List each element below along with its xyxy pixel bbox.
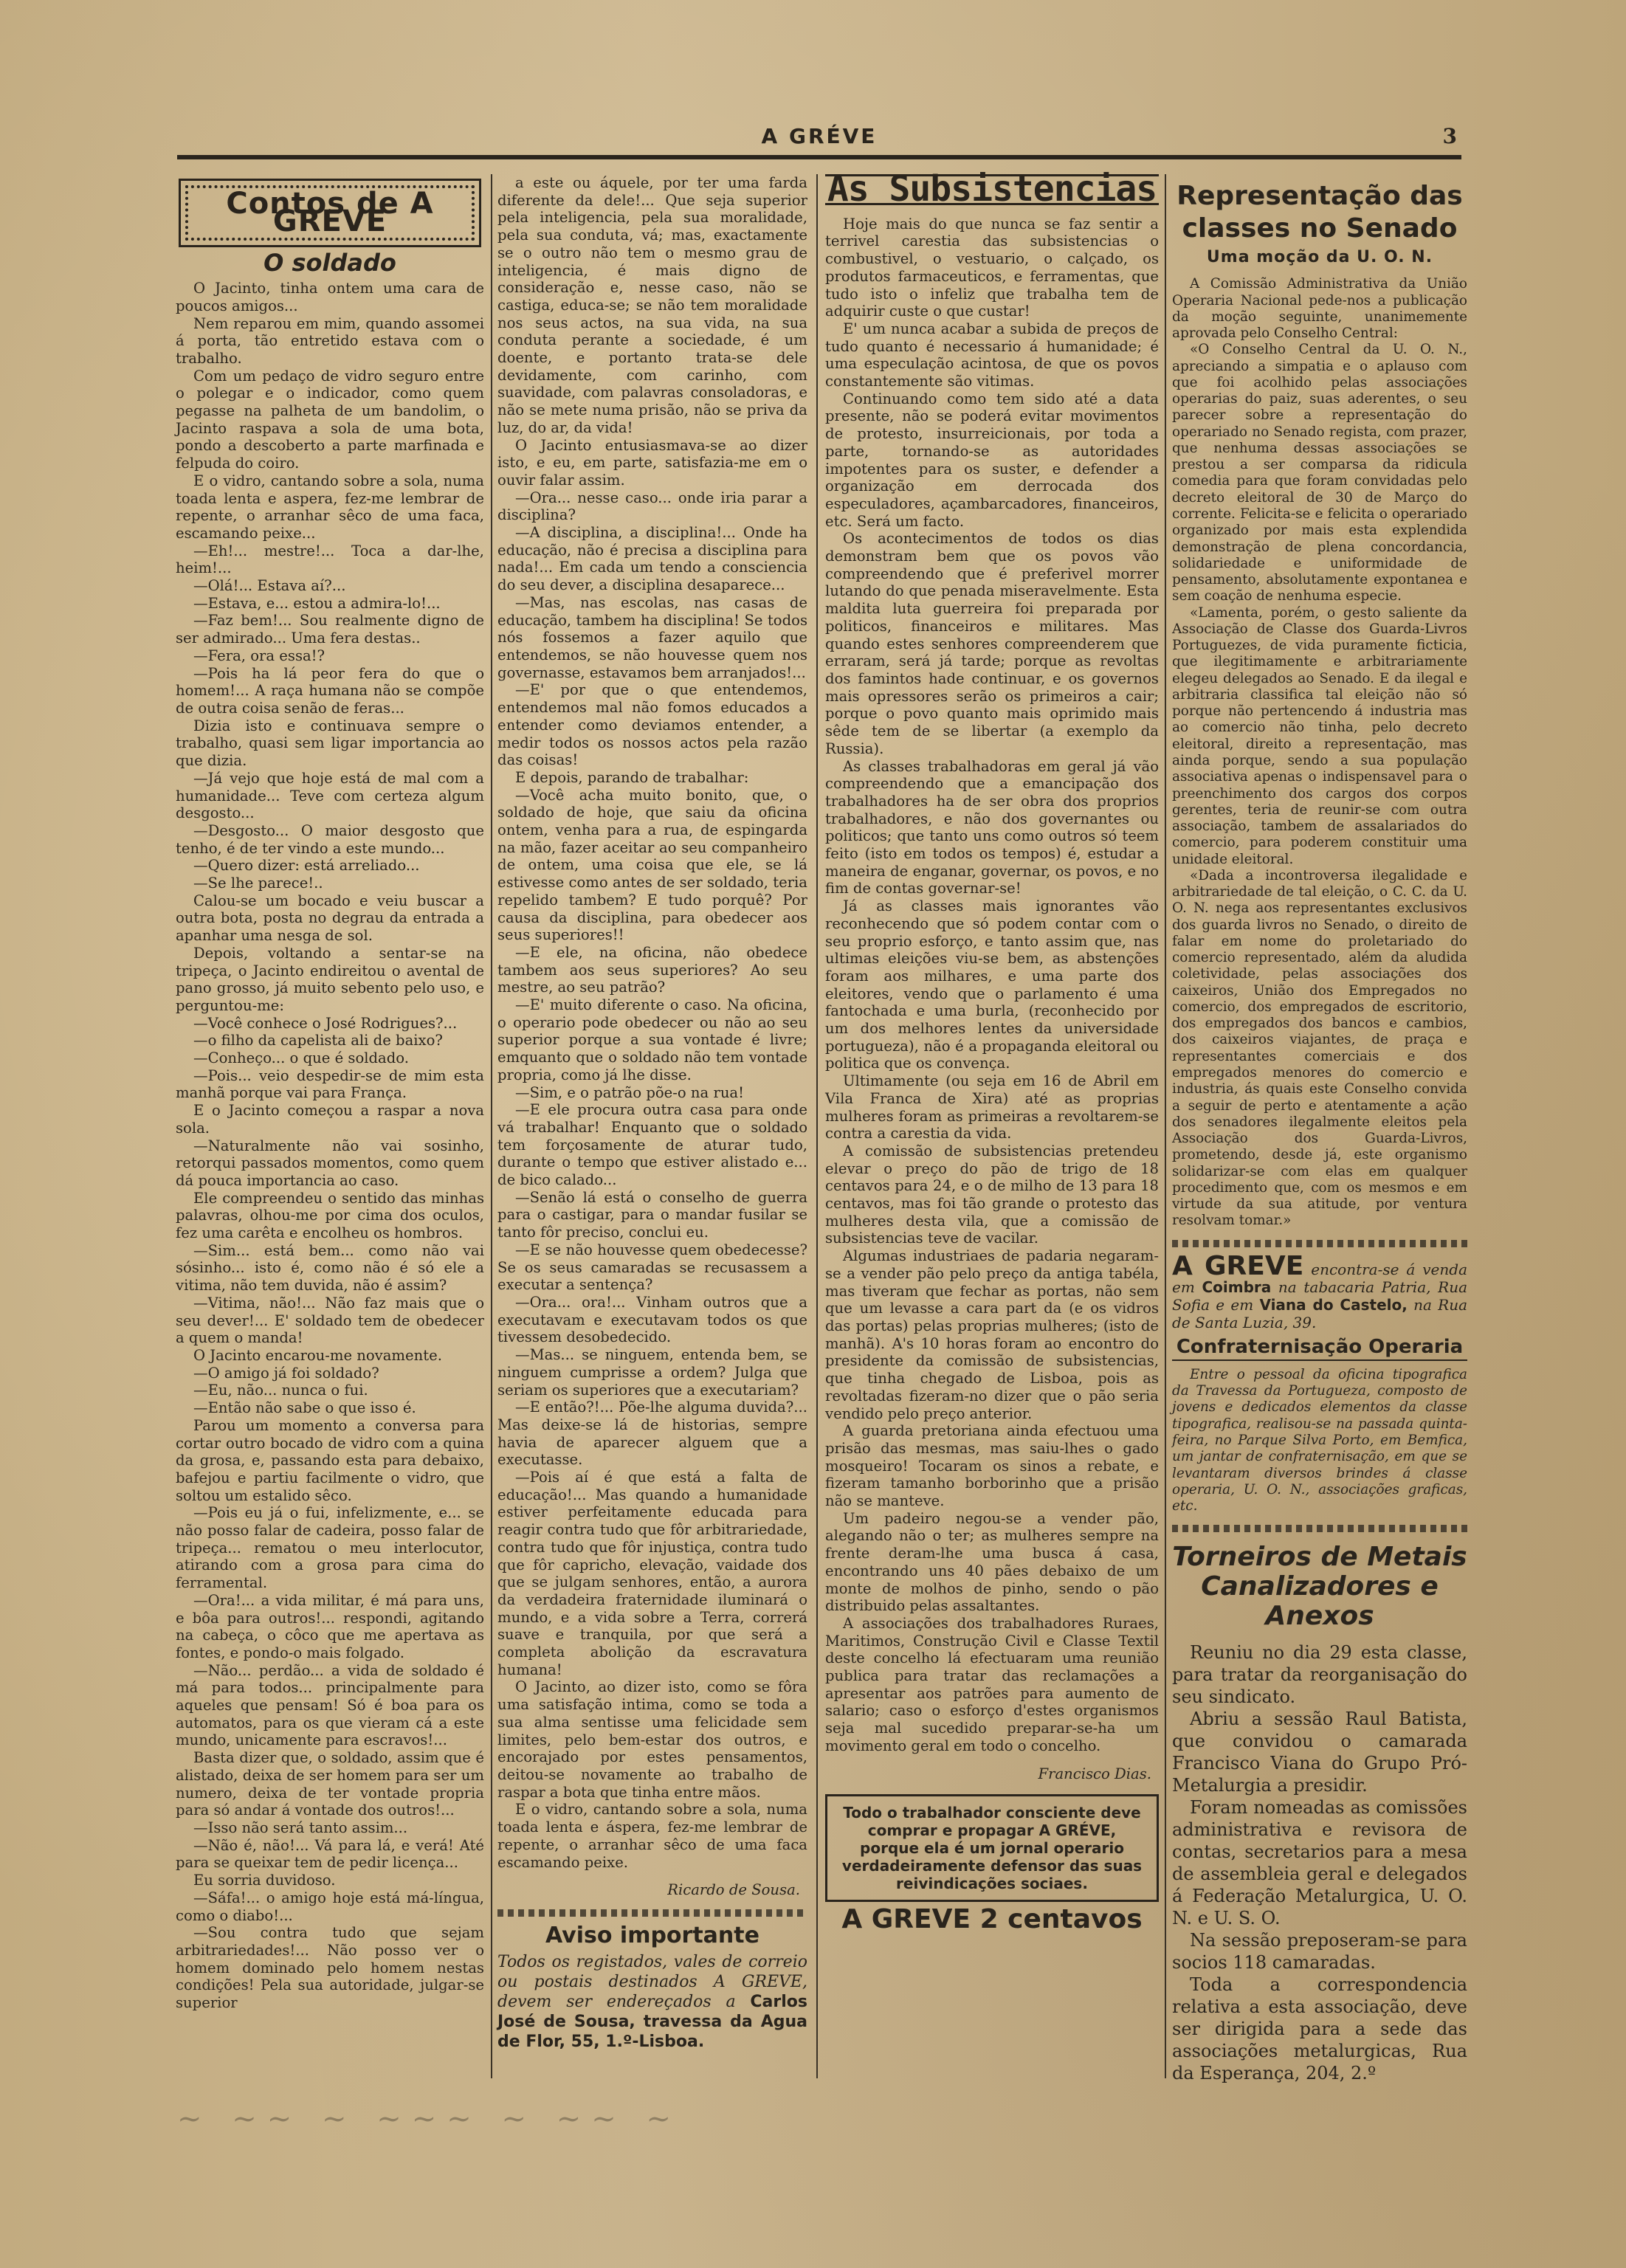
paragraph: Calou-se um bocado e veiu buscar a outra bota, posta no degrau da entrada a apanhar uma nesga de sol. [176, 892, 484, 945]
story-title: O soldado [263, 249, 396, 278]
paragraph: Toda a correspondencia relativa a esta associação, deve ser dirigida para a sede das associações metalurgicas, Rua da Esperança, 204, 2.º [1172, 1974, 1467, 2084]
confraternisacao-title: Confraternisação Operaria [1172, 1339, 1467, 1361]
senado-subtitle: Uma moção da U. O. N. [1206, 248, 1433, 266]
paragraph: —Pois ha lá peor fera do que o homem!... A raça humana não se compõe de outra coisa senão de feras... [176, 664, 484, 717]
senado-body [1172, 276, 1467, 1229]
paragraph: Já as classes mais ignorantes vão reconhecendo que só podem contar com o seu proprio esforço, e tanto assim que, nas ultimas eleições viu-se bem, as abstenções foram aos milhares, e uma parte dos eleitores, vendo que o parlamento é uma fantochada e uma burla, (reconhecido por um dos melhores lentes da universidade portugueza), não é a propaganda eleitoral ou politica que os convença. [825, 897, 1159, 1072]
paragraph: Reuniu no dia 29 esta classe, para tratar da reorganisação do seu sindicato. [1172, 1642, 1467, 1708]
paragraph: —O amigo já foi soldado? [193, 1364, 379, 1382]
paragraph: O Jacinto, tinha ontem uma cara de poucos amigos... [176, 280, 484, 314]
paragraph: —Sou contra tudo que sejam arbitrariedades!... Não posso ver o homem dominado pelo homem nestas condições! Pela sua autoridade, julgar-se superior [176, 1924, 484, 2012]
paragraph: —Fera, ora essa!? [193, 647, 325, 664]
paragraph: O Jacinto, ao dizer isto, como se fôra uma satisfação intima, como se toda a sua alma sentisse uma felicidade sem limites, pelo bem-estar dos outros, e encorajado por estes pensamentos, deitou-se novamente ao trabalho de raspar a bota que tinha entre mãos. [497, 1678, 807, 1801]
greve-ad-text1: encontra-se á venda em [1172, 1260, 1467, 1296]
column-divider [816, 174, 818, 2078]
paragraph: —Estava, e... estou a admira-lo!... [193, 594, 441, 612]
paragraph: E depois, parando de trabalhar: [515, 768, 749, 786]
price-banner: A GREVE 2 centavos [841, 1904, 1143, 1935]
paragraph: Nem reparou em mim, quando assomei á porta, tão entretido estava com o trabalho. [176, 314, 484, 367]
paragraph: —Ora... ora!... Vinham outros que a executavam e executavam todos os que tivessem desobedecido. [497, 1294, 807, 1346]
greve-sales-notice [1172, 1250, 1468, 1331]
paragraph: —Não... perdão... a vida de soldado é má para todos... principalmente para aqueles que pensam! Só é boa para os automatos, para os que vieram cá a este mundo, unicamente para escravos!... [176, 1661, 484, 1749]
newspaper-title: A GRÉVE [761, 124, 878, 148]
column-divider [491, 174, 492, 2078]
story-signature: Ricardo de Sousa. [667, 1881, 800, 1899]
paragraph: —Vitima, não!... Não faz mais que o seu dever!... E' soldado tem de obedecer a quem o manda! [176, 1294, 484, 1347]
story-continued-body [497, 174, 807, 1871]
greve-ad-text3: na Rua de Santa Luzia, 39. [1172, 1295, 1468, 1331]
paragraph: —Mas, nas escolas, nas casas de educação, tambem ha disciplina! Se todos nós fossemos a fazer aquilo que entendemos, se não houvesse quem nos governasse, estavamos bem arranjados!... [497, 593, 807, 681]
paragraph: E' um nunca acabar a subida de preços de tudo quanto é necessario á humanidade; é uma especulação acintosa, de que os povos constantemente são vitimas. [825, 320, 1159, 390]
ornament-divider [1172, 1240, 1467, 1247]
paragraph: E o Jacinto começou a raspar a nova sola. [176, 1102, 484, 1137]
paragraph: Um padeiro negou-se a vender pão, alegando não o ter; as mulheres sempre na frente deram-lhe uma busca á casa, encontrando uns 40 pães debaixo de um monte de molhos de pinho, sendo o pão distribuido pelas assaltantes. [825, 1509, 1159, 1615]
paragraph: —E se não houvesse quem obedecesse? Se os seus camaradas se recusassem a executar a sentença? [497, 1241, 807, 1294]
paragraph: —Ora... nesse caso... onde iria parar a disciplina? [497, 489, 807, 524]
paragraph: Basta dizer que, o soldado, assim que é alistado, deixa de ser homem para ser um numero, deixa de ter vontade propria para só andar á vontade dos outros!... [176, 1749, 484, 1819]
paragraph: —Sáfa!... o amigo hoje está má-língua, como o diabo!... [176, 1889, 484, 1924]
paragraph: —Não é, não!... Vá para lá, e verá! Até para se queixar tem de pedir licença... [176, 1836, 484, 1872]
paragraph: Os acontecimentos de todos os dias demonstram bem que os povos vão compreendendo que é preferivel morrer lutando do que penada miseravelmente. Esta maldita luta guerreira foi preparada por politicos, financeiros e militares. Mas quando estes senhores compreenderem que erraram, será já tarde; porque as revoltas dos famintos hade continuar, e os governos mais opressores serão os primeiros a cair; porque o povo quanto mais oprimido mais sêde tem de se libertar (a exemplo da Russia). [825, 530, 1159, 757]
paragraph: —A disciplina, a disciplina!... Onde ha educação, não é precisa a disciplina para nada!... Em cada um tendo a consciencia do seu dever, a disciplina desaparece... [497, 524, 807, 594]
paragraph: O Jacinto entusiasmava-se ao dizer isto, e eu, em parte, satisfazia-me em o ouvir falar assim. [497, 436, 807, 489]
handwriting-marks: ~ ~~ ~ ~~~ ~ ~~ ~ [177, 2102, 681, 2136]
ornament-divider [1172, 1525, 1467, 1532]
paragraph: E o vidro, cantando sobre a sola, numa toada lenta e áspera, fez-me lembrar de repente, o arranhar sêco de uma faca escamando peixe. [497, 1801, 807, 1871]
paragraph: —Você conhece o José Rodrigues?... [193, 1014, 458, 1032]
column-story-continued [497, 174, 807, 2052]
paragraph: —E' por que o que entendemos, entendemos mal não fomos educados a entender como deviamos entender, a medir todos os nossos actos pela razão das coisas! [497, 681, 807, 769]
paragraph: —Se lhe parece!.. [193, 875, 323, 892]
page-header [177, 124, 1461, 159]
page-number: 3 [1442, 124, 1457, 148]
paragraph: A associações dos trabalhadores Ruraes, Maritimos, Construção Civil e Classe Textil deste concelho lá efectuaram uma reunião publica para tratar das reclamações a apresentar aos patrões para aumento de salario; caso o esforço d'estes organismos seja mal sucedido preparar-se-ha um movimento geral em todo o concelho. [825, 1614, 1159, 1754]
paragraph: —Eu, não... nunca o fui. [193, 1382, 368, 1399]
column-divider [1165, 174, 1166, 2078]
paragraph: —Eh!... mestre!... Toca a dar-lhe, heim!... [176, 542, 484, 577]
paragraph: —E' muito diferente o caso. Na oficina, o operario pode obedecer ou não ao seu superior porque a sua vontade é livre; emquanto que o soldado não tem vontade propria, como já lhe disse. [497, 996, 807, 1083]
paragraph: —o filho da capelista ali de baixo? [193, 1032, 443, 1049]
paragraph: —Pois... veio despedir-se de mim esta manhã porque vai para França. [176, 1066, 484, 1102]
aviso-text [497, 1952, 807, 2052]
paragraph: —Mas... se ninguem, entenda bem, se ninguem cumprisse a ordem? Julga que seriam os superiores que a executariam? [497, 1346, 807, 1399]
paragraph: «O Conselho Central da U. O. N., apreciando a simpatia e o aplauso com que foi acolhido pelas associações operarias do paiz, suas aderentes, o seu parecer sobre a representação do operariado no Senado regista, com prazer, que nenhuma dessas associações se prestou a ser comparsa da ridicula comedia para que foram convidadas pelo decreto eleitoral de 30 de Março do corrente. Felicita-se e felicita o operariado organizado por mais esta explendida demonstração de plena concordancia, solidariedade e uniformidade de pensamento, absolutamente expontanea e sem coação de nenhuma especie. [1172, 342, 1467, 604]
paragraph: —Desgosto... O maior desgosto que tenho, é de ter vindo a este mundo... [176, 821, 484, 857]
paragraph: —Pois eu já o fui, infelizmente, e... se não posso falar de cadeira, posso falar de tripeça... rematou o meu interlocutor, atirando com a grosa para cima do ferramental. [176, 1504, 484, 1592]
paragraph: As classes trabalhadoras em geral já vão compreendendo que a emancipação dos trabalhadores ha de ser obra dos proprios trabalhadores, e não dos governantes ou politicos; que tanto uns como outros só teem feito (isto em todos os tempos) é, estudar a maneira de enganar, governar, os povos, e no fim de contas governar-se! [825, 757, 1159, 897]
column-contos [176, 174, 484, 2012]
paragraph: —Sim... está bem... como não vai sósinho... isto é, como não é só ele a vitima, não tem duvida, não é assim? [176, 1241, 484, 1295]
worker-notice-box: Todo o trabalhador consciente deve comprar e propagar A GRÉVE, porque ela é um jornal operario verdadeiramente defensor das suas reivindicações sociaes. [825, 1794, 1159, 1902]
contos-title-text: Contos de A GREVE [185, 185, 475, 241]
paragraph: —Você acha muito bonito, que, o soldado de hoje, que saiu da oficina ontem, venha para a rua, de espingarda na mão, fazer aceitar ao seu companheiro de ontem, uma coisa que ele, se lá estivesse como antes de ser soldado, teria repelido tambem? E tudo porquê? Por causa da disciplina, para obedecer aos seus superiores!! [497, 786, 807, 944]
subsistencias-signature: Francisco Dias. [1038, 1765, 1151, 1782]
paragraph: E o vidro, cantando sobre a sola, numa toada lenta e aspera, fez-me lembrar de repente, o arranhar sêco de uma faca, escamando peixe... [176, 472, 484, 542]
greve-ad-name: A GREVE [1172, 1250, 1304, 1281]
greve-ad-city1: Coimbra [1202, 1278, 1272, 1296]
paragraph: —E ele, na oficina, não obedece tambem aos seus superiores? Ao seu mestre, ao seu patrão? [497, 943, 807, 996]
paragraph: Ele compreendeu o sentido das minhas palavras, olhou-me por cima dos oculos, fez uma carêta e encolheu os hombros. [176, 1189, 484, 1242]
senado-title: Representação das classes no Senado [1177, 181, 1463, 244]
paragraph: O Jacinto encarou-me novamente. [193, 1347, 442, 1364]
greve-ad-text2: na tabacaria Patria, Rua Sofia e em [1172, 1278, 1467, 1314]
paragraph: —E então?!... Põe-lhe alguma duvida?... Mas deixe-se lá de historias, sempre havia de aparecer alguem que a executasse. [497, 1399, 807, 1469]
paragraph: a este ou áquele, por ter uma farda diferente da dele!... Que seja superior pela inteligencia, pela sua moralidade, pela sua conduta, vá; mas, exactamente se o outro não tem o mesmo grau de inteligencia, é mais digno de consideração e, nesse caso, não se castiga, educa-se; se não tem moralidade nos seus actos, na sua vida, na sua conduta perante a sociedade, é um doente, e portanto trata-se dele devidamente, com carinho, com suavidade, com palavras consoladoras, e não se mete numa prisão, não se priva da luz, do ar, da vida! [497, 174, 807, 436]
ornament-divider [497, 1909, 807, 1917]
torneiros-body [1172, 1641, 1467, 2084]
paragraph: Continuando como tem sido até a data presente, não se poderá evitar movimentos de protesto, insurreicionais, por toda a parte, tornando-se as autoridades impotentes para os suster, e defender a organização em derrocada dos especuladores, açambarcadores, financeiros, etc. Será um facto. [825, 390, 1159, 530]
paragraph: Com um pedaço de vidro seguro entre o polegar e o indicador, como quem pegasse na palheta de um bandolim, o Jacinto raspava a sola de uma bota, pondo a descoberto a parte marfinada e felpuda do coiro. [176, 367, 484, 472]
paragraph: —Pois aí é que está a falta de educação!... Mas quando a humanidade estiver perfeitamente educada para reagir contra tudo que fôr arbitrariedade, contra tudo que fôr injustiça, contra tudo que fôr capricho, elevação, vaidade dos que se julgam senhores, então, a aurora da verdadeira fraternidade iluminará o mundo, e a vida sobre a Terra, correrá suave e tranquila, por que será a completa abolição da escravatura humana! [497, 1469, 807, 1678]
paragraph: «Lamenta, porém, o gesto saliente da Associação de Classe dos Guarda-Livros Portuguezes, de vida puramente ficticia, que ilegitimamente e arbitrariamente elegeu delegados ao Senado. E da ilegal e arbitraria classifica tal eleição não só porque não pertencendo á industria mas ao comercio não tinha, pelo decreto eleitoral, direito a representação, mas ainda porque, sendo a sua população associativa apenas o indispensavel para o preenchimento dos cargos dos corpos gerentes, teria de reunir-se com outra associação, tambem de assalariados do comercio, para poderem constituir uma unidade eleitoral. [1172, 604, 1467, 867]
greve-ad-city2: Viana do Castelo, [1259, 1295, 1408, 1314]
paragraph: A comissão de subsistencias pretendeu elevar o preço do pão de trigo de 18 centavos para 24, e o de milho de 13 para 18 centavos, mas foi tão grande o protesto das mulheres desta vila, que a comissão de subsistencias teve de vacilar. [825, 1142, 1159, 1247]
paragraph: Na sessão preposeram-se para socios 118 camaradas. [1172, 1930, 1467, 1974]
paragraph: «Dada a incontroversa ilegalidade e arbitrariedade de tal eleição, o C. C. da U. O. N. nega aos representantes exclusivos dos guarda livros no Senado, o direito de falar em nome do proletariado do comercio representado, além da aludida coletividade, pelas associações dos caixeiros, União dos Empregados no comercio, dos empregados de escritorio, dos empregados dos bancos e cambios, dos caixeiros viajantes, de praça e representantes comerciais e dos empregados menores do comercio e industria, ás quais este Conselho convida a seguir de perto e atentamente a ação dos senadores ilegalmente eleitos pela Associação dos Guarda-Livros, prometendo, desde já, este organismo solidarizar-se com elas em qualquer procedimento que, com os mesmos e em virtude da sua atitude, por ventura resolvam tomar.» [1172, 867, 1467, 1229]
torneiros-title: Torneiros de Metais Canalizadores e Anexos [1172, 1542, 1467, 1632]
paragraph: —Então não sabe o que isso é. [193, 1399, 416, 1417]
paragraph: —Naturalmente não vai sosinho, retorqui passados momentos, como quem dá pouca importancia ao caso. [176, 1137, 484, 1189]
paragraph: —Já vejo que hoje está de mal com a humanidade... Teve com certeza algum desgosto... [176, 769, 484, 822]
paragraph: Algumas industriaes de padaria negaram-se a vender pão pelo preço da antiga tabéla, mas tiveram que fechar as portas, não sem que um levasse a cara part da (e os vidros das portas) pelas proprias mulheres; (isto de manhã). A's 10 horas foram ao encontro do presidente da comissão de subsistencias, que tinha chegado de Lisboa, pois as revoltadas fizeram-no dizer que o pão seria vendido pelo preço anterior. [825, 1247, 1159, 1422]
paragraph: Eu sorria duvidoso. [193, 1872, 336, 1889]
paragraph: Ultimamente (ou seja em 16 de Abril em Vila Franca de Xira) até as proprias mulheres foram as primeiras a revoltarem-se contra a carestia da vida. [825, 1072, 1159, 1142]
column-subsistencias [825, 168, 1159, 1935]
aviso-body: Todos os registados, vales de correio ou postais destinados A GREVE, devem ser endereçados a [497, 1952, 807, 2011]
paragraph: Parou um momento a conversa para cortar outro bocado de vidro com a quina da grosa, e, passando esta para debaixo, bafejou e partiu facilmente o vidro, que soltou um estalido sêco. [176, 1416, 484, 1504]
column-senado [1172, 174, 1467, 2084]
paragraph: —E ele procura outra casa para onde vá trabalhar! Enquanto que o soldado tem forçosamente de aturar tudo, durante o tempo que estiver alistado e... de bico calado... [497, 1101, 807, 1189]
paragraph: A Comissão Administrativa da União Operaria Nacional pede-nos a publicação da moção seguinte, unanimemente aprovada pelo Conselho Central: [1172, 276, 1467, 342]
paragraph: —Isso não será tanto assim... [193, 1819, 408, 1836]
paragraph: Hoje mais do que nunca se faz sentir a terrivel carestia das subsistencias o combustivel, o vestuario, o calçado, os produtos farmaceuticos, e ferramentas, que tudo isto o infeliz que trabalha tem de adquirir custe o que custar! [825, 215, 1159, 320]
paragraph: —Faz bem!... Sou realmente digno de ser admirado... Uma fera destas.. [176, 612, 484, 647]
subsistencias-body [825, 216, 1159, 1755]
paragraph: —Conheço... o que é soldado. [193, 1049, 409, 1067]
story-body [176, 280, 484, 2012]
paragraph: A guarda pretoriana ainda efectuou uma prisão das mesmas, mas saiu-lhes o gado mosqueiro! Tocaram os sinos a rebate, e fizeram tamanho borborinho que a prisão não se manteve. [825, 1422, 1159, 1510]
paragraph: —Ora!... a vida militar, é má para uns, e bôa para outros!... respondi, agitando na cabeça, o côco que me apertava as fontes, e pondo-o mais folgado. [176, 1591, 484, 1661]
subsistencias-title: As Subsistencias [825, 174, 1159, 205]
paragraph: Foram nomeadas as comissões administrativa e revisora de contas, secretarios para a mesa de assembleia geral e delegados á Federação Metalurgica, U. O. N. e U. S. O. [1172, 1797, 1467, 1929]
paragraph: —Sim, e o patrão põe-o na rua! [515, 1083, 744, 1101]
paragraph: Dizia isto e continuava sempre o trabalho, quasi sem ligar importancia ao que dizia. [176, 717, 484, 770]
contos-box-title [179, 179, 481, 247]
paragraph: —Quero dizer: está arreliado... [193, 857, 420, 875]
confraternisacao-text: Entre o pessoal da oficina tipografica da Travessa da Portugueza, composto de jovens e dedicados elementos da classe tipografica, realisou-se na passada quinta-feira, no Parque Silva Porto, em Bemfica, um jantar de confraternisação, em que se levantaram diversos brindes á classe operaria, U. O. N., associações graficas, etc. [1172, 1366, 1467, 1514]
paragraph: Depois, voltando a sentar-se na tripeça, o Jacinto endireitou o avental de pano grosso, já muito sebento pelo uso, e perguntou-me: [176, 944, 484, 1014]
paragraph: Abriu a sessão Raul Batista, que convidou o camarada Francisco Viana do Grupo Pró-Metalurgia a presidir. [1172, 1709, 1467, 1796]
aviso-title: Aviso importante [545, 1922, 759, 1948]
aviso-address: Carlos José de Sousa, travessa da Agua de Flor, 55, 1.º-Lisboa. [497, 1992, 807, 2051]
header-rule [177, 155, 1461, 159]
paragraph: —Olá!... Estava aí?... [193, 577, 346, 595]
paragraph: —Senão lá está o conselho de guerra para o castigar, para o mandar fusilar se tanto fôr preciso, conclui eu. [497, 1188, 807, 1241]
